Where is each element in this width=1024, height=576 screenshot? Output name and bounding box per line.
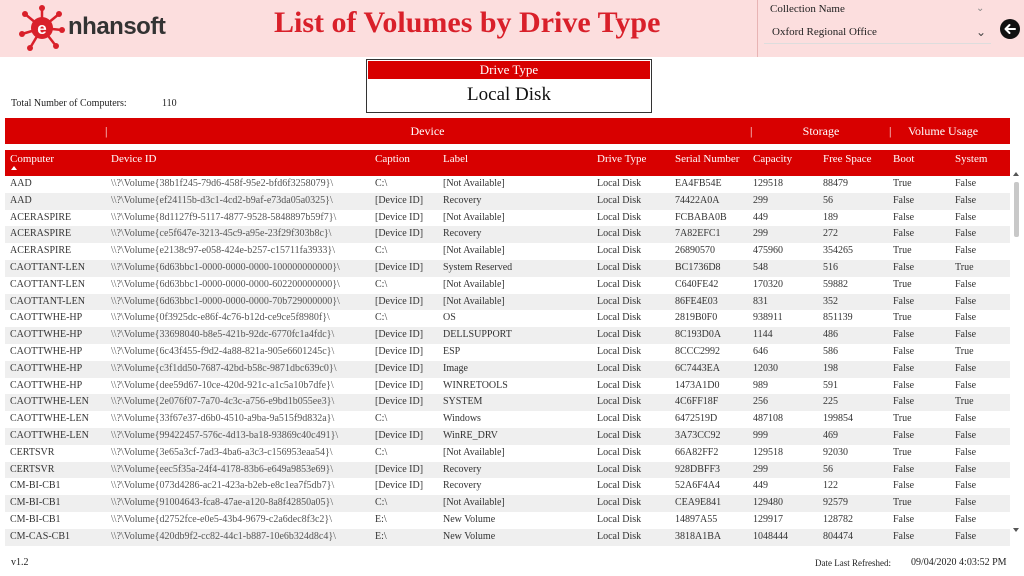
cell-computer: ACERASPIRE — [10, 245, 72, 257]
cell-computer: CAOTTANT-LEN — [10, 278, 85, 290]
scroll-down-icon[interactable] — [1013, 528, 1019, 532]
cell-device-id: \\?\Volume{33f67e37-d6b0-4510-a9ba-9a515f9d832a}\ — [111, 413, 335, 425]
cell-caption: [Device ID] — [375, 194, 424, 206]
back-button[interactable] — [1000, 19, 1020, 39]
cell-device-id: \\?\Volume{d2752fce-e0e5-43b4-9679-c2a6dec8f3c2}\ — [111, 513, 333, 525]
cell-serial-number: 66A82FF2 — [675, 446, 719, 458]
cell-free-space: 199854 — [823, 413, 853, 425]
cell-computer: CAOTTANT-LEN — [10, 295, 85, 307]
cell-drive-type: Local Disk — [597, 463, 642, 475]
cell-capacity: 129917 — [753, 513, 783, 525]
cell-capacity: 449 — [753, 211, 768, 223]
page-title: List of Volumes by Drive Type — [274, 6, 661, 39]
cell-caption: C:\ — [375, 497, 388, 509]
cell-serial-number: BC1736D8 — [675, 261, 721, 273]
cell-drive-type: Local Disk — [597, 312, 642, 324]
version-label: v1.2 — [11, 557, 29, 568]
cell-label: OS — [443, 312, 456, 324]
cell-computer: AAD — [10, 178, 32, 189]
cell-device-id: \\?\Volume{8d1127f9-5117-4877-9528-5848897b59f7}\ — [111, 211, 337, 223]
cell-computer: CAOTTWHE-HP — [10, 345, 83, 357]
scrollbar-thumb[interactable] — [1014, 182, 1019, 237]
cell-label: WINRETOOLS — [443, 379, 508, 391]
cell-computer: CM-BI-CB1 — [10, 513, 61, 525]
cell-capacity: 299 — [753, 194, 768, 206]
col-computer[interactable]: Computer — [10, 153, 54, 165]
column-group-header — [5, 118, 1010, 144]
col-system[interactable]: System — [955, 153, 988, 165]
cell-system: True — [955, 396, 974, 408]
cell-device-id: \\?\Volume{6c43f455-f9d2-4a88-821a-905e6601245c}\ — [111, 345, 335, 357]
cell-boot: True — [893, 245, 912, 257]
table-row[interactable] — [5, 310, 1010, 327]
cell-system: False — [955, 211, 977, 223]
cell-system: False — [955, 530, 977, 542]
cell-capacity: 256 — [753, 396, 768, 408]
cell-boot: False — [893, 211, 915, 223]
refreshed-value: 09/04/2020 4:03:52 PM — [911, 557, 1007, 568]
table-row[interactable] — [5, 193, 1010, 210]
cell-free-space: 586 — [823, 345, 838, 357]
table-row[interactable] — [5, 327, 1010, 344]
cell-label: Image — [443, 362, 468, 374]
group-volume-usage: Volume Usage — [907, 124, 979, 138]
cell-device-id: \\?\Volume{33698040-b8e5-421b-92dc-6770fc1a4fdc}\ — [111, 329, 335, 341]
cell-computer: CM-CAS-CB1 — [10, 530, 71, 542]
cell-label: Recovery — [443, 194, 482, 206]
cell-drive-type: Local Disk — [597, 396, 642, 408]
cell-label: [Not Available] — [443, 278, 505, 290]
cell-device-id: \\?\Volume{2e076f07-7a70-4c3c-a756-e9bd1b055ee3}\ — [111, 396, 335, 408]
cell-boot: False — [893, 480, 915, 492]
cell-capacity: 487108 — [753, 413, 783, 425]
cell-caption: [Device ID] — [375, 329, 424, 341]
cell-computer: CAOTTWHE-HP — [10, 329, 83, 341]
cell-label: SYSTEM — [443, 396, 483, 408]
cell-capacity: 1048444 — [753, 530, 788, 542]
cell-caption: [Device ID] — [375, 463, 424, 475]
group-separator: | — [889, 124, 892, 138]
cell-device-id: \\?\Volume{e2138c97-e058-424e-b257-c15711fa3933}\ — [111, 245, 335, 257]
cell-capacity: 299 — [753, 228, 768, 240]
cell-capacity: 646 — [753, 345, 768, 357]
cell-drive-type: Local Disk — [597, 178, 642, 189]
cell-capacity: 129480 — [753, 497, 783, 509]
cell-serial-number: 86FE4E03 — [675, 295, 718, 307]
cell-computer: CAOTTWHE-HP — [10, 312, 83, 324]
arrow-left-circle-icon — [1003, 22, 1017, 36]
vertical-scrollbar[interactable] — [1011, 150, 1022, 540]
cell-device-id: \\?\Volume{91004643-fca8-47ae-a120-8a8f42850a05}\ — [111, 497, 334, 509]
cell-boot: False — [893, 194, 915, 206]
table-row[interactable] — [5, 462, 1010, 479]
cell-free-space: 56 — [823, 194, 833, 206]
cell-capacity: 129518 — [753, 446, 783, 458]
cell-serial-number: 8C193D0A — [675, 329, 722, 341]
cell-boot: False — [893, 228, 915, 240]
cell-drive-type: Local Disk — [597, 362, 642, 374]
logo-wordmark: nhansoft — [68, 13, 166, 40]
cell-capacity: 989 — [753, 379, 768, 391]
cell-system: False — [955, 379, 977, 391]
cell-caption: C:\ — [375, 413, 388, 425]
cell-label: Windows — [443, 413, 481, 425]
cell-device-id: \\?\Volume{eec5f35a-24f4-4178-83b6-e649a9853e69}\ — [111, 463, 334, 475]
table-header — [5, 150, 1010, 176]
cell-label: [Not Available] — [443, 211, 505, 223]
chevron-down-icon: ⌄ — [976, 25, 987, 39]
cell-serial-number: C640FE42 — [675, 278, 719, 290]
drive-type-label: Drive Type — [368, 61, 650, 79]
cell-caption: C:\ — [375, 312, 388, 324]
cell-free-space: 189 — [823, 211, 838, 223]
cell-boot: True — [893, 278, 912, 290]
sort-ascending-icon — [11, 166, 17, 170]
cell-serial-number: 52A6F4A4 — [675, 480, 721, 492]
cell-label: Recovery — [443, 228, 482, 240]
cell-caption: E:\ — [375, 513, 387, 525]
table-row[interactable] — [5, 495, 1010, 512]
cell-system: False — [955, 446, 977, 458]
table-row[interactable] — [5, 512, 1010, 529]
collection-select[interactable] — [764, 22, 991, 44]
group-separator: | — [750, 124, 753, 138]
cell-capacity: 938911 — [753, 312, 783, 324]
cell-device-id: \\?\Volume{420db9f2-cc82-44c1-b887-10e6b324d8c4}\ — [111, 530, 336, 542]
cell-free-space: 92579 — [823, 497, 848, 509]
cell-free-space: 88479 — [823, 178, 848, 189]
cell-caption: E:\ — [375, 530, 387, 542]
collection-value: Oxford Regional Office — [772, 26, 877, 38]
col-free-space[interactable]: Free Space — [823, 153, 872, 165]
cell-device-id: \\?\Volume{c3f1dd50-7687-42bd-b58c-9871dbc639c0}\ — [111, 362, 337, 374]
cell-label: [Not Available] — [443, 446, 505, 458]
cell-label: [Not Available] — [443, 178, 505, 189]
cell-boot: True — [893, 312, 912, 324]
cell-caption: [Device ID] — [375, 345, 424, 357]
cell-caption: [Device ID] — [375, 211, 424, 223]
cell-free-space: 516 — [823, 261, 838, 273]
cell-boot: False — [893, 379, 915, 391]
group-device: Device — [410, 124, 445, 138]
cell-computer: CERTSVR — [10, 463, 55, 475]
group-separator: | — [105, 124, 108, 138]
cell-system: True — [955, 261, 974, 273]
col-label[interactable]: Label — [443, 153, 469, 165]
cell-drive-type: Local Disk — [597, 429, 642, 441]
cell-label: [Not Available] — [443, 497, 505, 509]
cell-drive-type: Local Disk — [597, 194, 642, 206]
cell-free-space: 56 — [823, 463, 833, 475]
cell-free-space: 198 — [823, 362, 838, 374]
cell-boot: False — [893, 530, 915, 542]
cell-system: False — [955, 497, 977, 509]
svg-text:e: e — [37, 19, 47, 38]
cell-device-id: \\?\Volume{6d63bbc1-0000-0000-0000-100000000000}\ — [111, 261, 340, 273]
cell-free-space: 354265 — [823, 245, 853, 257]
cell-system: False — [955, 295, 977, 307]
cell-boot: True — [893, 497, 912, 509]
cell-system: False — [955, 278, 977, 290]
cell-serial-number: 4C6FF18F — [675, 396, 719, 408]
cell-capacity: 12030 — [753, 362, 778, 374]
table-row[interactable] — [5, 176, 1010, 193]
cell-serial-number: 26890570 — [675, 245, 715, 257]
cell-serial-number: 7A82EFC1 — [675, 228, 721, 240]
scroll-up-icon[interactable] — [1013, 172, 1019, 176]
cell-capacity: 1144 — [753, 329, 773, 341]
cell-free-space: 272 — [823, 228, 838, 240]
cell-boot: False — [893, 261, 915, 273]
cell-caption: C:\ — [375, 245, 388, 257]
cell-device-id: \\?\Volume{ef24115b-d3c1-4cd2-b9af-e73da05a0325}\ — [111, 194, 333, 206]
drive-type-value: Local Disk — [467, 84, 551, 105]
cell-system: False — [955, 329, 977, 341]
cell-capacity: 475960 — [753, 245, 783, 257]
collection-label: Collection Name — [770, 3, 845, 15]
cell-caption: C:\ — [375, 178, 388, 189]
cell-caption: [Device ID] — [375, 295, 424, 307]
cell-boot: False — [893, 295, 915, 307]
cell-capacity: 449 — [753, 480, 768, 492]
col-capacity[interactable]: Capacity — [753, 153, 793, 165]
col-device-id[interactable]: Device ID — [111, 153, 157, 165]
cell-computer: CM-BI-CB1 — [10, 497, 61, 509]
cell-caption: [Device ID] — [375, 379, 424, 391]
cell-free-space: 92030 — [823, 446, 848, 458]
cell-system: False — [955, 245, 977, 257]
cell-label: WinRE_DRV — [443, 429, 498, 441]
cell-label: ESP — [443, 345, 461, 357]
cell-computer: CAOTTWHE-LEN — [10, 413, 89, 425]
cell-free-space: 122 — [823, 480, 838, 492]
cell-serial-number: EA4FB54E — [675, 178, 722, 189]
cell-serial-number: FCBABA0B — [675, 211, 727, 223]
cell-caption: [Device ID] — [375, 396, 424, 408]
cell-boot: False — [893, 429, 915, 441]
cell-caption: [Device ID] — [375, 228, 424, 240]
cell-boot: False — [893, 396, 915, 408]
cell-label: New Volume — [443, 513, 496, 525]
cell-boot: False — [893, 362, 915, 374]
cell-boot: True — [893, 446, 912, 458]
cell-free-space: 591 — [823, 379, 838, 391]
cell-free-space: 352 — [823, 295, 838, 307]
cell-device-id: \\?\Volume{99422457-576c-4d13-ba18-93869c40c491}\ — [111, 429, 339, 441]
cell-device-id: \\?\Volume{6d63bbc1-0000-0000-0000-70b729000000}\ — [111, 295, 340, 307]
table-row[interactable] — [5, 277, 1010, 294]
total-computers-value: 110 — [162, 98, 177, 109]
cell-free-space: 128782 — [823, 513, 853, 525]
cell-serial-number: 2819B0F0 — [675, 312, 718, 324]
cell-device-id: \\?\Volume{0f3925dc-e86f-4c76-b12d-ce9ce5f8980f}\ — [111, 312, 330, 324]
cell-label: Recovery — [443, 480, 482, 492]
cell-system: False — [955, 513, 977, 525]
cell-drive-type: Local Disk — [597, 329, 642, 341]
cell-system: False — [955, 312, 977, 324]
cell-drive-type: Local Disk — [597, 530, 642, 542]
cell-system: False — [955, 413, 977, 425]
cell-computer: CAOTTANT-LEN — [10, 261, 85, 273]
cell-free-space: 225 — [823, 396, 838, 408]
table-row[interactable] — [5, 243, 1010, 260]
cell-free-space: 486 — [823, 329, 838, 341]
cell-boot: False — [893, 513, 915, 525]
cell-boot: True — [893, 178, 912, 189]
cell-label: Recovery — [443, 463, 482, 475]
cell-caption: [Device ID] — [375, 480, 424, 492]
cell-system: False — [955, 362, 977, 374]
report-header — [0, 0, 1024, 57]
cell-computer: CAOTTWHE-HP — [10, 379, 83, 391]
table-row[interactable] — [5, 529, 1010, 546]
table-row[interactable] — [5, 361, 1010, 378]
table-row[interactable] — [5, 394, 1010, 411]
cell-free-space: 804474 — [823, 530, 853, 542]
cell-capacity: 999 — [753, 429, 768, 441]
cell-caption: C:\ — [375, 446, 388, 458]
cell-computer: ACERASPIRE — [10, 228, 72, 240]
cell-system: False — [955, 429, 977, 441]
cell-caption: [Device ID] — [375, 429, 424, 441]
cell-drive-type: Local Disk — [597, 497, 642, 509]
cell-device-id: \\?\Volume{3e65a3cf-7ad3-4ba6-a3c3-c156953eaa54}\ — [111, 446, 333, 458]
cell-free-space: 469 — [823, 429, 838, 441]
cell-drive-type: Local Disk — [597, 513, 642, 525]
cell-computer: ACERASPIRE — [10, 211, 72, 223]
total-computers-label: Total Number of Computers: — [11, 98, 127, 109]
cell-drive-type: Local Disk — [597, 211, 642, 223]
cell-boot: False — [893, 329, 915, 341]
cell-drive-type: Local Disk — [597, 245, 642, 257]
cell-label: System Reserved — [443, 261, 513, 273]
cell-device-id: \\?\Volume{dee59d67-10ce-420d-921c-a1c5a10b7dfe}\ — [111, 379, 334, 391]
cell-capacity: 831 — [753, 295, 768, 307]
cell-drive-type: Local Disk — [597, 295, 642, 307]
table-row[interactable] — [5, 478, 1010, 495]
table-row[interactable] — [5, 294, 1010, 311]
cell-system: False — [955, 194, 977, 206]
col-boot[interactable]: Boot — [893, 153, 915, 165]
cell-capacity: 548 — [753, 261, 768, 273]
col-serial-number[interactable]: Serial Number — [675, 153, 740, 165]
col-drive-type[interactable]: Drive Type — [597, 153, 647, 165]
table-row[interactable] — [5, 428, 1010, 445]
cell-system: False — [955, 463, 977, 475]
table-row[interactable] — [5, 445, 1010, 462]
cell-serial-number: 8CCC2992 — [675, 345, 721, 357]
cell-drive-type: Local Disk — [597, 379, 642, 391]
table-row[interactable] — [5, 378, 1010, 395]
cell-caption: [Device ID] — [375, 362, 424, 374]
cell-drive-type: Local Disk — [597, 413, 642, 425]
cell-drive-type: Local Disk — [597, 261, 642, 273]
cell-boot: False — [893, 345, 915, 357]
cell-serial-number: 928DBFF3 — [675, 463, 721, 475]
cell-system: False — [955, 480, 977, 492]
cell-label: [Not Available] — [443, 245, 505, 257]
cell-computer: CM-BI-CB1 — [10, 480, 61, 492]
cell-drive-type: Local Disk — [597, 480, 642, 492]
cell-device-id: \\?\Volume{6d63bbc1-0000-0000-0000-602200000000}\ — [111, 278, 340, 290]
cell-free-space: 59882 — [823, 278, 848, 290]
table-body — [5, 176, 1010, 546]
cell-capacity: 129518 — [753, 178, 783, 189]
cell-drive-type: Local Disk — [597, 278, 642, 290]
cell-serial-number: 74422A0A — [675, 194, 720, 206]
cell-computer: CAOTTWHE-LEN — [10, 429, 89, 441]
drive-type-card — [366, 59, 652, 113]
cell-label: DELLSUPPORT — [443, 329, 512, 341]
table-row[interactable] — [5, 226, 1010, 243]
cell-serial-number: 1473A1D0 — [675, 379, 720, 391]
refreshed-label: Date Last Refreshed: — [815, 558, 891, 568]
cell-serial-number: 3818A1BA — [675, 530, 722, 542]
enhansoft-logo — [18, 4, 188, 50]
collection-collapse-chevron-icon[interactable]: ⌄ — [976, 3, 985, 14]
cell-drive-type: Local Disk — [597, 446, 642, 458]
col-caption[interactable]: Caption — [375, 153, 410, 165]
cell-capacity: 299 — [753, 463, 768, 475]
table-row[interactable] — [5, 210, 1010, 227]
cell-device-id: \\?\Volume{38b1f245-79d6-458f-95e2-bfd6f3258079}\ — [111, 178, 334, 189]
cell-drive-type: Local Disk — [597, 345, 642, 357]
cell-label: [Not Available] — [443, 295, 505, 307]
cell-system: False — [955, 178, 977, 189]
cell-device-id: \\?\Volume{073d4286-ac21-423a-b2eb-e8c1ea7f5db7}\ — [111, 480, 335, 492]
cell-computer: CAOTTWHE-LEN — [10, 396, 89, 408]
table-row[interactable] — [5, 344, 1010, 361]
cell-label: New Volume — [443, 530, 496, 542]
cell-capacity: 170320 — [753, 278, 783, 290]
cell-serial-number: CEA9E841 — [675, 497, 722, 509]
cell-boot: False — [893, 463, 915, 475]
cell-system: True — [955, 345, 974, 357]
cell-serial-number: 14897A55 — [675, 513, 718, 525]
collection-filter — [757, 0, 992, 57]
cell-serial-number: 3A73CC92 — [675, 429, 721, 441]
cell-computer: CERTSVR — [10, 446, 55, 458]
cell-drive-type: Local Disk — [597, 228, 642, 240]
cell-caption: C:\ — [375, 278, 388, 290]
enhansoft-e-logo-icon — [18, 4, 66, 52]
cell-serial-number: 6C7443EA — [675, 362, 720, 374]
table-row[interactable] — [5, 260, 1010, 277]
cell-device-id: \\?\Volume{ce5f647e-3213-45c9-a95e-23f29f303b8c}\ — [111, 228, 332, 240]
cell-computer: CAOTTWHE-HP — [10, 362, 83, 374]
cell-serial-number: 6472519D — [675, 413, 718, 425]
group-storage: Storage — [802, 124, 840, 138]
cell-system: False — [955, 228, 977, 240]
cell-free-space: 851139 — [823, 312, 853, 324]
table-row[interactable] — [5, 411, 1010, 428]
cell-caption: [Device ID] — [375, 261, 424, 273]
cell-boot: True — [893, 413, 912, 425]
cell-computer: AAD — [10, 194, 32, 206]
